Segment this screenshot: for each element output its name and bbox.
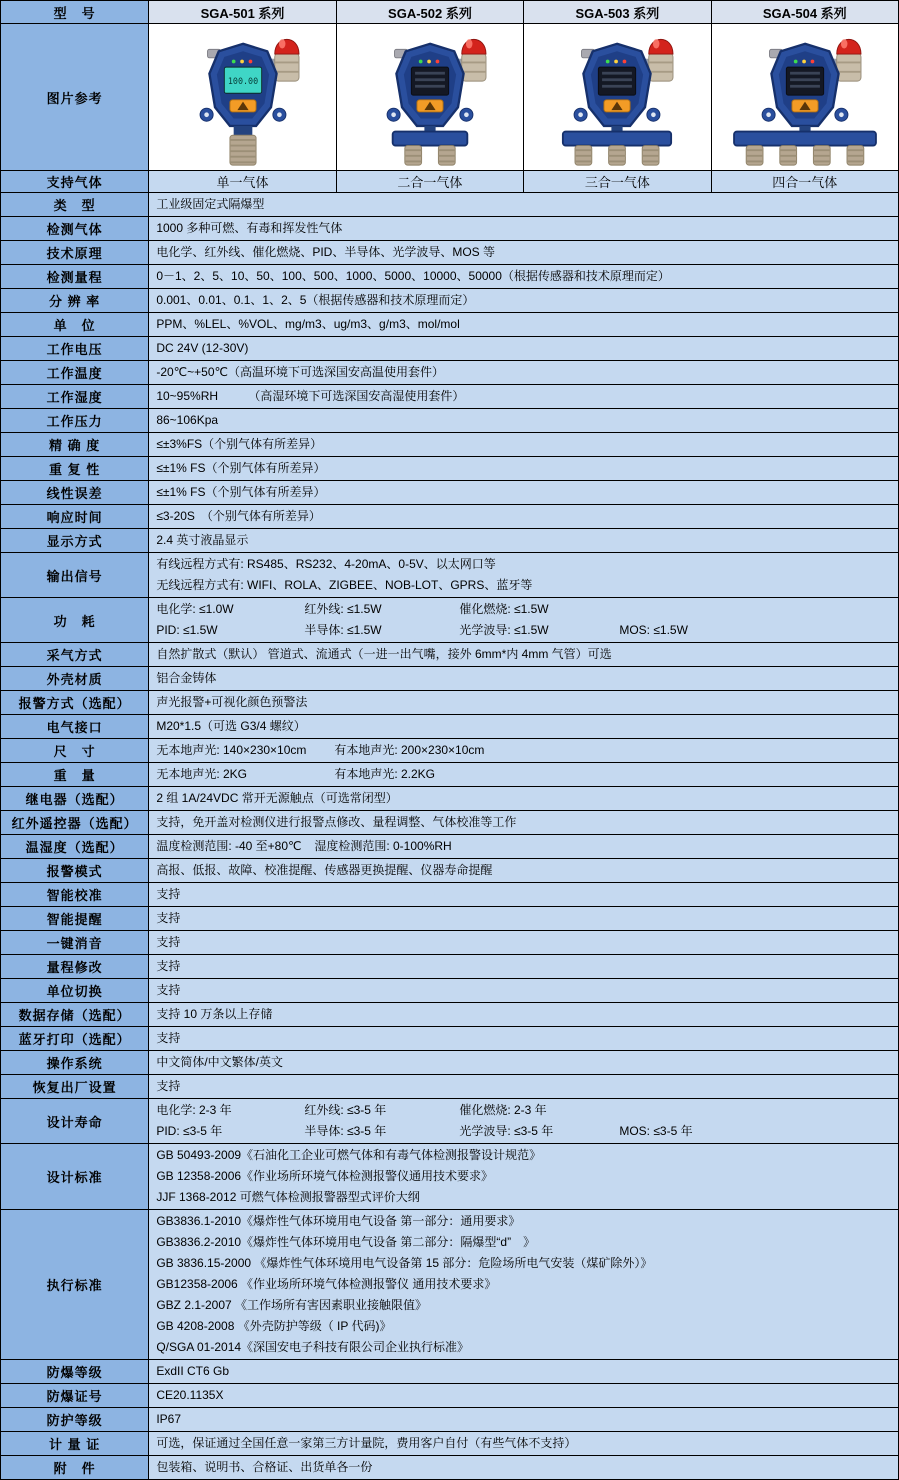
spec-value: 2.4 英寸液晶显示 [149, 529, 899, 553]
spec-label: 线性误差 [1, 481, 149, 505]
spec-row [1, 1456, 899, 1480]
supported-gas-value: 三合一气体 [524, 171, 711, 193]
spec-row [1, 1144, 899, 1210]
spec-row [1, 667, 899, 691]
spec-value: 支持 [149, 931, 899, 955]
spec-row [1, 193, 899, 217]
spec-value: 无本地声光: 140×230×10cm 有本地声光: 200×230×10cm [149, 739, 899, 763]
spec-value: 86~106Kpa [149, 409, 899, 433]
spec-value: ≤±3%FS（个别气体有所差异） [149, 433, 899, 457]
spec-label: 外壳材质 [1, 667, 149, 691]
spec-label: 量程修改 [1, 955, 149, 979]
spec-row [1, 529, 899, 553]
header-model-sga-501: SGA-501 系列 [149, 1, 336, 24]
spec-value: 支持，免开盖对检测仪进行报警点修改、量程调整、气体校准等工作 [149, 811, 899, 835]
supported-gas-value: 单一气体 [149, 171, 336, 193]
spec-row [1, 1210, 899, 1360]
spec-value: GB 50493-2009《石油化工企业可燃气体和有毒气体检测报警设计规范》 GB 12358-2006《作业场所环境气体检测报警仪通用技术要求》 JJF 1368-2012 可燃气体检测报警器型式评价大纲 [149, 1144, 899, 1210]
spec-value: 温度检测范围: -40 至+80℃ 湿度检测范围: 0-100%RH [149, 835, 899, 859]
spec-value: 铝合金铸体 [149, 667, 899, 691]
spec-label: 精 确 度 [1, 433, 149, 457]
spec-row [1, 1099, 899, 1144]
spec-row [1, 1408, 899, 1432]
spec-value: 10~95%RH （高湿环境下可选深国安高湿使用套件） [149, 385, 899, 409]
spec-value: PPM、%LEL、%VOL、mg/m3、ug/m3、g/m3、mol/mol [149, 313, 899, 337]
spec-value: IP67 [149, 1408, 899, 1432]
spec-row [1, 691, 899, 715]
spec-row [1, 715, 899, 739]
spec-row [1, 409, 899, 433]
spec-label: 分 辨 率 [1, 289, 149, 313]
header-model-sga-504: SGA-504 系列 [711, 1, 898, 24]
spec-label: 显示方式 [1, 529, 149, 553]
spec-value: 支持 [149, 883, 899, 907]
spec-row [1, 1432, 899, 1456]
spec-value: ≤3-20S （个别气体有所差异） [149, 505, 899, 529]
spec-value: 包装箱、说明书、合格证、出货单各一份 [149, 1456, 899, 1480]
spec-label: 设计标准 [1, 1144, 149, 1210]
spec-value: 中文简体/中文繁体/英文 [149, 1051, 899, 1075]
supported-gas-label: 支持气体 [1, 171, 149, 193]
spec-label: 防爆等级 [1, 1360, 149, 1384]
spec-label: 智能提醒 [1, 907, 149, 931]
spec-row [1, 979, 899, 1003]
spec-label: 工作电压 [1, 337, 149, 361]
product-image-sga-501 [151, 26, 333, 168]
image-row-label: 图片参考 [1, 24, 149, 171]
spec-label: 输出信号 [1, 553, 149, 598]
header-row [1, 1, 899, 24]
image-row [1, 24, 899, 171]
spec-label: 防爆证号 [1, 1384, 149, 1408]
spec-value: ≤±1% FS（个别气体有所差异） [149, 481, 899, 505]
spec-value: -20℃~+50℃（高温环境下可选深国安高温使用套件） [149, 361, 899, 385]
spec-label: 单位切换 [1, 979, 149, 1003]
spec-label: 单 位 [1, 313, 149, 337]
spec-label: 报警方式（选配） [1, 691, 149, 715]
spec-row [1, 457, 899, 481]
spec-row [1, 433, 899, 457]
spec-value: ExdII CT6 Gb [149, 1360, 899, 1384]
spec-value: 电化学: ≤1.0W 红外线: ≤1.5W 催化燃烧: ≤1.5W PID: ≤1.5W 半导体: ≤1.5W 光学波导: ≤1.5W MOS: ≤1.5W [149, 598, 899, 643]
spec-value: 高报、低报、故障、校准提醒、传感器更换提醒、仪器寿命提醒 [149, 859, 899, 883]
spec-value: 电化学: 2-3 年 红外线: ≤3-5 年 催化燃烧: 2-3 年 PID: ≤3-5 年 半导体: ≤3-5 年 光学波导: ≤3-5 年 MOS: ≤3-5 年 [149, 1099, 899, 1144]
spec-row [1, 1075, 899, 1099]
spec-label: 报警模式 [1, 859, 149, 883]
spec-row [1, 361, 899, 385]
spec-value: ≤±1% FS（个别气体有所差异） [149, 457, 899, 481]
spec-row [1, 313, 899, 337]
spec-value: 0.001、0.01、0.1、1、2、5（根据传感器和技术原理而定） [149, 289, 899, 313]
spec-label: 响应时间 [1, 505, 149, 529]
spec-value: M20*1.5（可选 G3/4 螺纹） [149, 715, 899, 739]
spec-label: 工作湿度 [1, 385, 149, 409]
spec-value: CE20.1135X [149, 1384, 899, 1408]
spec-label: 操作系统 [1, 1051, 149, 1075]
spec-row [1, 481, 899, 505]
spec-value: 支持 10 万条以上存储 [149, 1003, 899, 1027]
spec-label: 尺 寸 [1, 739, 149, 763]
spec-value: 电化学、红外线、催化燃烧、PID、半导体、光学波导、MOS 等 [149, 241, 899, 265]
spec-label: 重 复 性 [1, 457, 149, 481]
spec-label: 采气方式 [1, 643, 149, 667]
svg-text:100.00: 100.00 [227, 75, 258, 86]
spec-label: 检测量程 [1, 265, 149, 289]
spec-label: 数据存储（选配） [1, 1003, 149, 1027]
spec-label: 智能校准 [1, 883, 149, 907]
spec-label: 恢复出厂设置 [1, 1075, 149, 1099]
header-model-sga-502: SGA-502 系列 [336, 1, 523, 24]
spec-value: 支持 [149, 1027, 899, 1051]
product-image-sga-502 [339, 26, 521, 168]
spec-row [1, 241, 899, 265]
spec-label: 电气接口 [1, 715, 149, 739]
spec-row [1, 385, 899, 409]
spec-value: DC 24V (12-30V) [149, 337, 899, 361]
spec-label: 重 量 [1, 763, 149, 787]
spec-row [1, 763, 899, 787]
spec-row [1, 598, 899, 643]
spec-label: 蓝牙打印（选配） [1, 1027, 149, 1051]
spec-value: 支持 [149, 955, 899, 979]
spec-value: 支持 [149, 907, 899, 931]
supported-gas-value: 四合一气体 [711, 171, 898, 193]
spec-row [1, 883, 899, 907]
spec-row [1, 643, 899, 667]
spec-row [1, 835, 899, 859]
spec-label: 计 量 证 [1, 1432, 149, 1456]
spec-label: 执行标准 [1, 1210, 149, 1360]
supported-gas-value: 二合一气体 [336, 171, 523, 193]
spec-label: 温湿度（选配） [1, 835, 149, 859]
spec-label: 工作温度 [1, 361, 149, 385]
spec-row [1, 1027, 899, 1051]
spec-row [1, 811, 899, 835]
spec-label: 继电器（选配） [1, 787, 149, 811]
product-image-sga-504 [714, 26, 896, 168]
spec-row [1, 907, 899, 931]
spec-row [1, 217, 899, 241]
spec-row [1, 859, 899, 883]
header-label-model: 型 号 [1, 1, 149, 24]
spec-value: 1000 多种可燃、有毒和挥发性气体 [149, 217, 899, 241]
spec-label: 功 耗 [1, 598, 149, 643]
spec-value: 无本地声光: 2KG 有本地声光: 2.2KG [149, 763, 899, 787]
spec-label: 设计寿命 [1, 1099, 149, 1144]
spec-label: 技术原理 [1, 241, 149, 265]
spec-label: 工作压力 [1, 409, 149, 433]
spec-value: 工业级固定式隔爆型 [149, 193, 899, 217]
spec-value: 0－1、2、5、10、50、100、500、1000、5000、10000、50000（根据传感器和技术原理而定） [149, 265, 899, 289]
spec-label: 红外遥控器（选配） [1, 811, 149, 835]
spec-value: 支持 [149, 979, 899, 1003]
spec-value: 声光报警+可视化颜色预警法 [149, 691, 899, 715]
spec-row [1, 505, 899, 529]
spec-value: GB3836.1-2010《爆炸性气体环境用电气设备 第一部分：通用要求》 GB3836.2-2010《爆炸性气体环境用电气设备 第二部分：隔爆型“d” 》 GB 3836.15-2000 《爆炸性气体环境用电气设备第 15 部分：危险场所电气安装（煤矿除外）》 GB12358-2006 《作业场所环境气体检测报警仪 通用技术要求》 GBZ 2.1-2007 《工作场所有害因素职业接触限值》 GB 4208-2008 《外壳防护等级（ IP 代码)》 Q/SGA 01-2014《深国安电子科技有限公司企业执行标准》 [149, 1210, 899, 1360]
spec-value: 有线远程方式有: RS485、RS232、4-20mA、0-5V、以太网口等 无线远程方式有: WIFI、ROLA、ZIGBEE、NOB-LOT、GPRS、蓝牙等 [149, 553, 899, 598]
spec-row [1, 787, 899, 811]
spec-label: 检测气体 [1, 217, 149, 241]
supported-gas-row [1, 171, 899, 193]
header-model-sga-503: SGA-503 系列 [524, 1, 711, 24]
spec-row [1, 337, 899, 361]
spec-label: 防护等级 [1, 1408, 149, 1432]
spec-value: 2 组 1A/24VDC 常开无源触点（可选常闭型） [149, 787, 899, 811]
spec-label: 附 件 [1, 1456, 149, 1480]
spec-value: 支持 [149, 1075, 899, 1099]
spec-row [1, 1003, 899, 1027]
spec-label: 类 型 [1, 193, 149, 217]
spec-row [1, 931, 899, 955]
spec-row [1, 955, 899, 979]
spec-row [1, 1360, 899, 1384]
product-image-sga-503 [526, 26, 708, 168]
spec-row [1, 289, 899, 313]
spec-label: 一键消音 [1, 931, 149, 955]
spec-row [1, 553, 899, 598]
spec-row [1, 739, 899, 763]
spec-row [1, 1384, 899, 1408]
spec-row [1, 1051, 899, 1075]
spec-row [1, 265, 899, 289]
spec-value: 可选，保证通过全国任意一家第三方计量院，费用客户自付（有些气体不支持） [149, 1432, 899, 1456]
spec-value: 自然扩散式（默认） 管道式、流通式（一进一出气嘴，接外 6mm*内 4mm 气管）可选 [149, 643, 899, 667]
